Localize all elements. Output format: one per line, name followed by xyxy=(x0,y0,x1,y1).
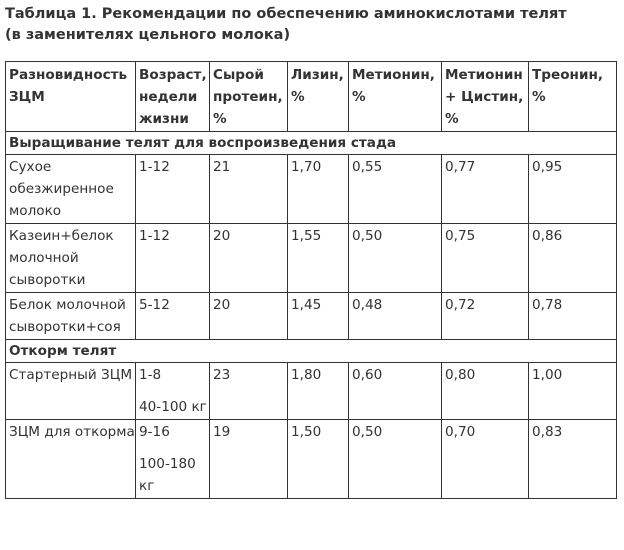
header-age: Возраст, недели жизни xyxy=(136,62,210,132)
table-caption xyxy=(5,4,567,46)
header-row xyxy=(6,62,617,132)
section-row xyxy=(6,340,617,363)
cell-threonine: 0,83 xyxy=(529,420,617,499)
cell-age: 1-12 xyxy=(136,155,210,224)
cell-met-cys: 0,75 xyxy=(442,224,529,293)
cell-methionine: 0,50 xyxy=(349,420,442,499)
table-row xyxy=(6,420,617,499)
header-methionine: Метионин, % xyxy=(349,62,442,132)
cell-age-weeks: 1-8 xyxy=(139,367,162,383)
cell-methionine: 0,48 xyxy=(349,293,442,340)
header-lysine: Лизин, % xyxy=(288,62,349,132)
cell-methionine: 0,60 xyxy=(349,363,442,420)
cell-age xyxy=(136,363,210,420)
amino-acid-table xyxy=(5,61,617,499)
cell-protein: 20 xyxy=(210,293,288,340)
header-protein: Сырой протеин, % xyxy=(210,62,288,132)
cell-protein: 20 xyxy=(210,224,288,293)
section-row xyxy=(6,132,617,155)
cell-met-cys: 0,72 xyxy=(442,293,529,340)
cell-age-weight: 40-100 кг xyxy=(139,399,207,415)
cell-protein: 19 xyxy=(210,420,288,499)
section-heading: Выращивание телят для воспроизведения стада xyxy=(6,132,617,155)
cell-lysine: 1,70 xyxy=(288,155,349,224)
cell-type: Белок молочной сыворотки+соя xyxy=(6,293,136,340)
cell-threonine: 1,00 xyxy=(529,363,617,420)
table-row xyxy=(6,363,617,420)
cell-age-weight: 100-180 кг xyxy=(139,456,196,494)
caption-line-1: Таблица 1. Рекомендации по обеспечению аминокислотами телят xyxy=(5,6,567,22)
cell-type: Стартерный ЗЦМ xyxy=(6,363,136,420)
cell-lysine: 1,50 xyxy=(288,420,349,499)
cell-protein: 21 xyxy=(210,155,288,224)
cell-type: ЗЦМ для откорма xyxy=(6,420,136,499)
cell-met-cys: 0,80 xyxy=(442,363,529,420)
cell-lysine: 1,55 xyxy=(288,224,349,293)
cell-methionine: 0,50 xyxy=(349,224,442,293)
cell-threonine: 0,78 xyxy=(529,293,617,340)
cell-protein: 23 xyxy=(210,363,288,420)
caption-line-2: (в заменителях цельного молока) xyxy=(5,27,291,43)
cell-type: Сухое обезжиренное молоко xyxy=(6,155,136,224)
cell-lysine: 1,45 xyxy=(288,293,349,340)
cell-type: Казеин+белок молочной сыворотки xyxy=(6,224,136,293)
section-heading: Откорм телят xyxy=(6,340,617,363)
cell-lysine: 1,80 xyxy=(288,363,349,420)
cell-age: 1-12 xyxy=(136,224,210,293)
header-type: Разновидность ЗЦМ xyxy=(6,62,136,132)
cell-age-weeks: 9-16 xyxy=(139,424,170,440)
cell-threonine: 0,86 xyxy=(529,224,617,293)
cell-met-cys: 0,77 xyxy=(442,155,529,224)
header-met-cys: Метионин + Цистин, % xyxy=(442,62,529,132)
cell-methionine: 0,55 xyxy=(349,155,442,224)
cell-threonine: 0,95 xyxy=(529,155,617,224)
table-row xyxy=(6,293,617,340)
cell-age xyxy=(136,420,210,499)
cell-met-cys: 0,70 xyxy=(442,420,529,499)
table-row xyxy=(6,224,617,293)
header-threonine: Треонин, % xyxy=(529,62,617,132)
cell-age: 5-12 xyxy=(136,293,210,340)
table-row xyxy=(6,155,617,224)
